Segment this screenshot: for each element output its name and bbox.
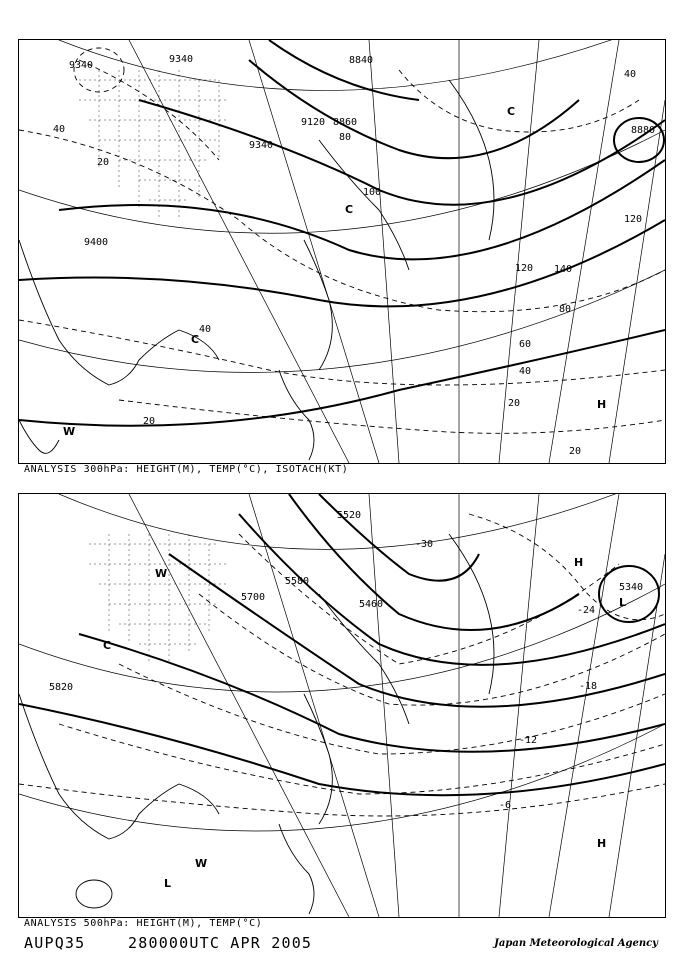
isotach-label: 40	[53, 124, 66, 135]
isotach-label: 100	[363, 187, 382, 198]
isotach-label: 20	[143, 416, 156, 427]
graticule	[19, 494, 665, 917]
panel-caption-300hpa: ANALYSIS 300hPa: HEIGHT(M), TEMP(°C), ISOTACH(KT)	[24, 464, 349, 475]
height-label: 5460	[359, 599, 384, 610]
height-label: 8840	[349, 55, 374, 66]
pressure-center-label: W	[63, 425, 76, 438]
product-code: AUPQ35	[24, 934, 86, 952]
pressure-center-label: W	[195, 857, 208, 870]
isotach-contours	[19, 48, 665, 433]
graticule	[19, 40, 665, 463]
isotach-label: 40	[624, 69, 637, 80]
isotach-label: 120	[515, 263, 534, 274]
pressure-center-label: L	[164, 877, 172, 890]
isotach-label: 80	[339, 132, 352, 143]
isotach-label: 80	[559, 304, 572, 315]
pressure-center-label: H	[597, 398, 607, 411]
map-500hpa-svg	[19, 494, 665, 917]
map-panel-500hpa	[18, 493, 666, 918]
temp-label: -6	[499, 800, 512, 811]
height-label: 5580	[285, 576, 310, 587]
pressure-center-label: C	[345, 203, 354, 216]
height-label: 5700	[241, 592, 266, 603]
isotach-label: 60	[519, 339, 532, 350]
contour-labels	[53, 54, 655, 457]
height-label: 8880	[631, 125, 656, 136]
coastline	[19, 534, 494, 914]
panel-caption-500hpa: ANALYSIS 500hPa: HEIGHT(M), TEMP(°C)	[24, 918, 263, 929]
isotach-label: 20	[508, 398, 521, 409]
isotach-label: 20	[569, 446, 582, 457]
pressure-center-label: C	[191, 333, 200, 346]
terrain-hatch	[79, 70, 229, 220]
temp-label: -12	[519, 735, 538, 746]
temp-label: -30	[415, 539, 434, 550]
isotach-label: 20	[97, 157, 110, 168]
isotach-label: 120	[624, 214, 643, 225]
height-label: 9340	[69, 60, 94, 71]
temp-label: -18	[579, 681, 598, 692]
height-label: 5340	[619, 582, 644, 593]
height-label: 9340	[169, 54, 194, 65]
pressure-center-label: H	[597, 837, 607, 850]
isotach-label: 140	[554, 264, 573, 275]
isotach-label: 40	[519, 366, 532, 377]
height-contours	[19, 40, 665, 426]
isotach-label: 40	[199, 324, 212, 335]
height-label: 9400	[84, 237, 109, 248]
height-label: 9120	[301, 117, 326, 128]
pressure-center-label: C	[103, 639, 112, 652]
agency-name: Japan Meteorological Agency	[494, 938, 658, 949]
pressure-center-label: L	[619, 596, 627, 609]
height-label: 9340	[249, 140, 274, 151]
height-label: 5520	[337, 510, 362, 521]
map-300hpa-svg	[19, 40, 665, 463]
pressure-center-label: H	[574, 556, 584, 569]
map-panel-300hpa	[18, 39, 666, 464]
height-contours	[19, 494, 665, 795]
valid-time: 280000UTC APR 2005	[128, 934, 313, 952]
temp-label: -24	[577, 605, 596, 616]
pressure-center-label: C	[507, 105, 516, 118]
height-label: 5820	[49, 682, 74, 693]
pressure-center-label: W	[155, 567, 168, 580]
height-label: 8860	[333, 117, 358, 128]
